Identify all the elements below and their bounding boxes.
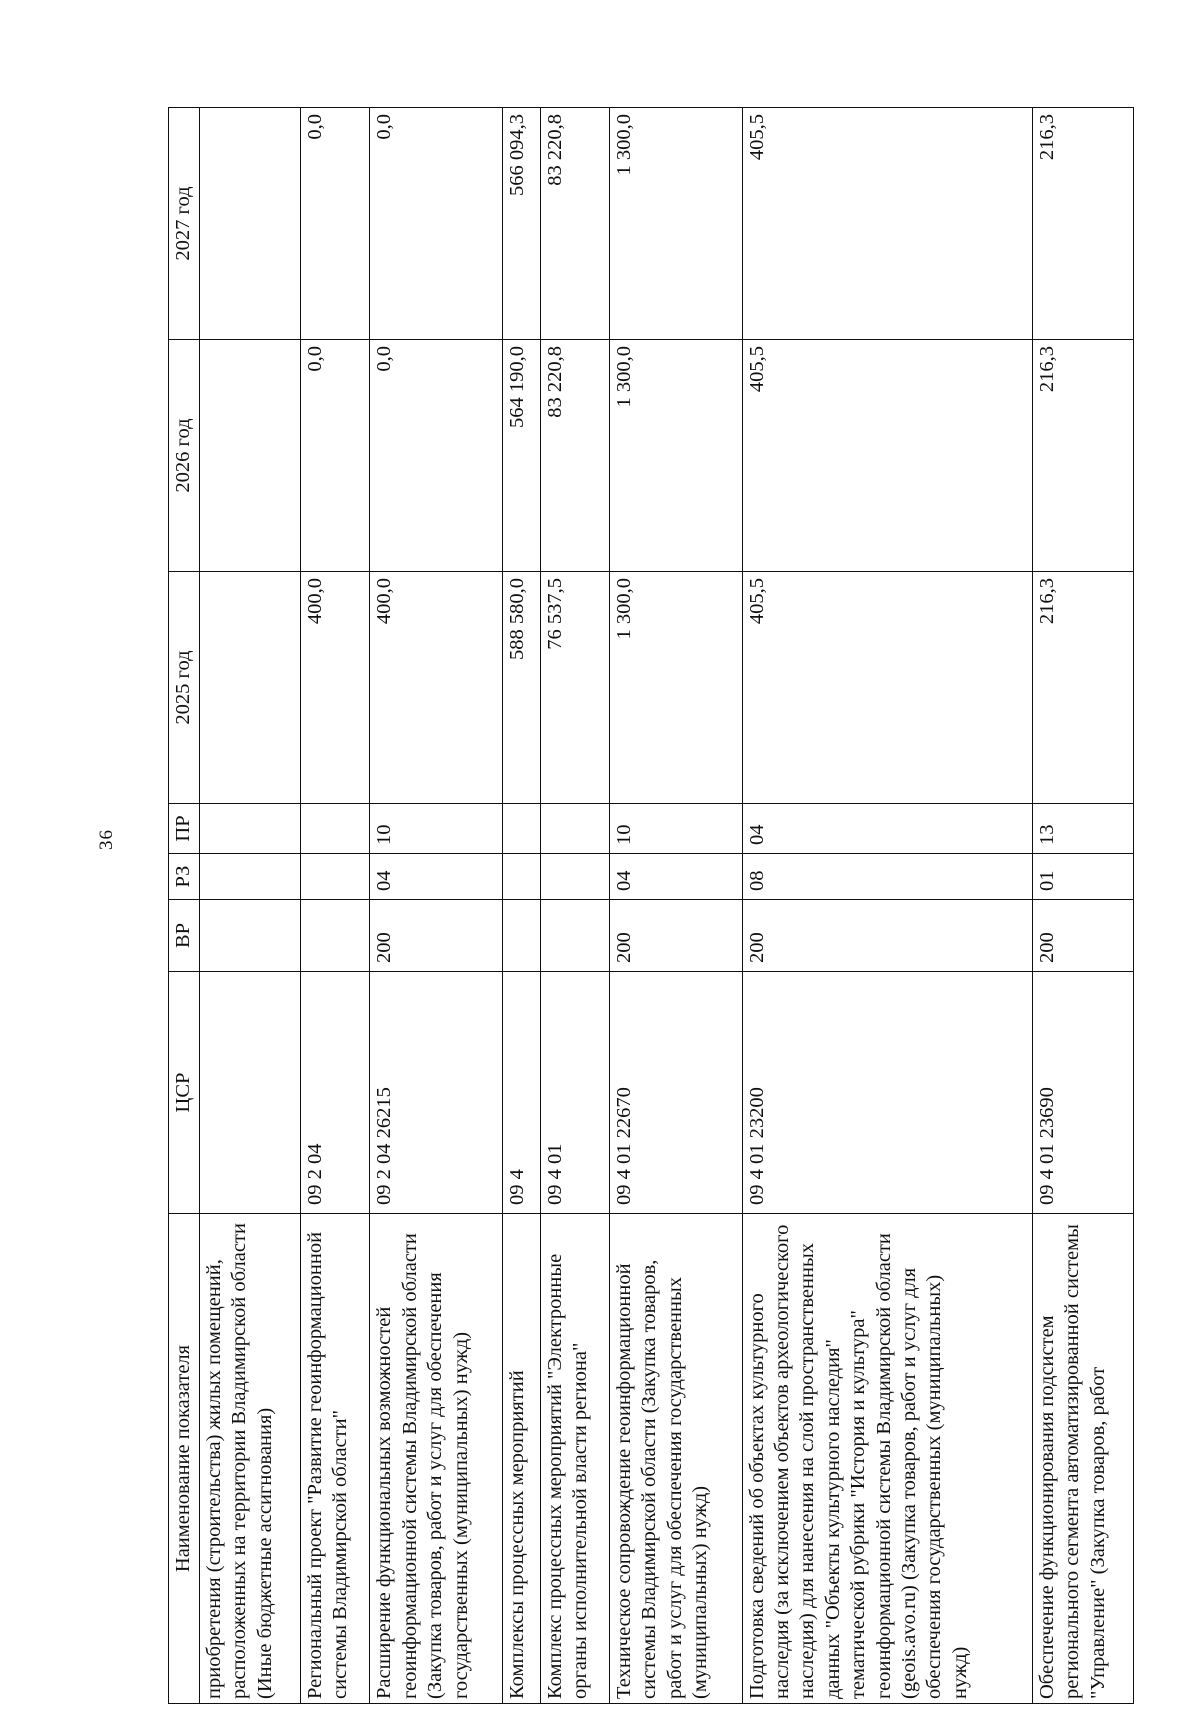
- header-2027: 2027 год: [169, 108, 200, 340]
- cell-pr: 10: [370, 804, 503, 854]
- cell-vr: [540, 900, 609, 972]
- cell-name: приобретения (строительства) жилых помещений, расположенных на территории Владимирской области (Иные бюджетные ассигнования): [200, 1214, 301, 1704]
- cell-2026: 564 190,0: [502, 340, 540, 572]
- cell-pr: [540, 804, 609, 854]
- cell-2025: 76 537,5: [540, 572, 609, 804]
- cell-vr: 200: [1032, 900, 1133, 972]
- budget-table: [168, 107, 1134, 1704]
- cell-2027: 0,0: [300, 108, 369, 340]
- cell-2027: 83 220,8: [540, 108, 609, 340]
- cell-2025: 400,0: [370, 572, 503, 804]
- cell-rz: [540, 854, 609, 900]
- cell-2025: 588 580,0: [502, 572, 540, 804]
- header-vr: ВР: [169, 900, 200, 972]
- cell-2025: 216,3: [1032, 572, 1133, 804]
- cell-pr: [300, 804, 369, 854]
- cell-vr: 200: [610, 900, 743, 972]
- cell-pr: [502, 804, 540, 854]
- cell-2026: 405,5: [742, 340, 1032, 572]
- cell-pr: [200, 804, 301, 854]
- page-number: 36: [96, 829, 117, 850]
- cell-2025: 1 300,0: [610, 572, 743, 804]
- cell-rz: 04: [610, 854, 743, 900]
- cell-csr: 09 4 01 23690: [1032, 972, 1133, 1214]
- header-csr: ЦСР: [169, 972, 200, 1214]
- table-row: [742, 108, 1032, 1704]
- cell-2027: [200, 108, 301, 340]
- cell-vr: [502, 900, 540, 972]
- cell-2027: 216,3: [1032, 108, 1133, 340]
- cell-rz: 08: [742, 854, 1032, 900]
- cell-2027: 1 300,0: [610, 108, 743, 340]
- cell-csr: 09 4 01: [540, 972, 609, 1214]
- table-row: [370, 108, 503, 1704]
- cell-csr: [200, 972, 301, 1214]
- cell-vr: 200: [742, 900, 1032, 972]
- cell-name: Обеспечение функционирования подсистем регионального сегмента автоматизированной системы "Управление" (Закупка товаров, работ: [1032, 1214, 1133, 1704]
- table-row: [502, 108, 540, 1704]
- table-row: [300, 108, 369, 1704]
- cell-name: Комплекс процессных мероприятий "Электронные органы исполнительной власти региона": [540, 1214, 609, 1704]
- cell-2027: 0,0: [370, 108, 503, 340]
- cell-csr: 09 4: [502, 972, 540, 1214]
- cell-name: Подготовка сведений об объектах культурного наследия (за исключением объектов археологического наследия) для нанесения на слой пространственных данных "Объекты культурного наследия" тематической рубрики "История и культура" геоинформационной системы Владимирской области (geois.avo.ru) (Закупка товаров, работ и услуг для обеспечения государственных (муниципальных) нужд): [742, 1214, 1032, 1704]
- header-name: Наименование показателя: [169, 1214, 200, 1704]
- header-rz: РЗ: [169, 854, 200, 900]
- cell-rz: [300, 854, 369, 900]
- cell-name: Техническое сопровождение геоинформационной системы Владимирской области (Закупка товаров, работ и услуг для обеспечения государственных (муниципальных) нужд): [610, 1214, 743, 1704]
- rotated-table-container: [168, 108, 1134, 1704]
- table-row: [540, 108, 609, 1704]
- cell-rz: [200, 854, 301, 900]
- cell-vr: [300, 900, 369, 972]
- header-row: [169, 108, 200, 1704]
- cell-2025: 400,0: [300, 572, 369, 804]
- cell-csr: 09 2 04 26215: [370, 972, 503, 1214]
- cell-2027: 405,5: [742, 108, 1032, 340]
- table-body: [200, 108, 1134, 1704]
- cell-2026: 0,0: [300, 340, 369, 572]
- table-row: [1032, 108, 1133, 1704]
- cell-name: Региональный проект "Развитие геоинформационной системы Владимирской области": [300, 1214, 369, 1704]
- cell-csr: 09 4 01 23200: [742, 972, 1032, 1214]
- table-row: [200, 108, 301, 1704]
- cell-pr: 10: [610, 804, 743, 854]
- cell-rz: 04: [370, 854, 503, 900]
- header-pr: ПР: [169, 804, 200, 854]
- cell-2025: 405,5: [742, 572, 1032, 804]
- cell-2026: 216,3: [1032, 340, 1133, 572]
- cell-2026: [200, 340, 301, 572]
- table-header: [169, 108, 200, 1704]
- cell-rz: 01: [1032, 854, 1133, 900]
- cell-pr: 04: [742, 804, 1032, 854]
- cell-rz: [502, 854, 540, 900]
- cell-2026: 83 220,8: [540, 340, 609, 572]
- cell-name: Комплексы процессных мероприятий: [502, 1214, 540, 1704]
- cell-csr: 09 4 01 22670: [610, 972, 743, 1214]
- cell-2025: [200, 572, 301, 804]
- cell-vr: 200: [370, 900, 503, 972]
- cell-pr: 13: [1032, 804, 1133, 854]
- cell-csr: 09 2 04: [300, 972, 369, 1214]
- table-row: [610, 108, 743, 1704]
- cell-name: Расширение функциональных возможностей геоинформационной системы Владимирской области (Закупка товаров, работ и услуг для обеспечения государственных (муниципальных) нужд): [370, 1214, 503, 1704]
- header-2025: 2025 год: [169, 572, 200, 804]
- cell-vr: [200, 900, 301, 972]
- cell-2026: 1 300,0: [610, 340, 743, 572]
- header-2026: 2026 год: [169, 340, 200, 572]
- cell-2027: 566 094,3: [502, 108, 540, 340]
- cell-2026: 0,0: [370, 340, 503, 572]
